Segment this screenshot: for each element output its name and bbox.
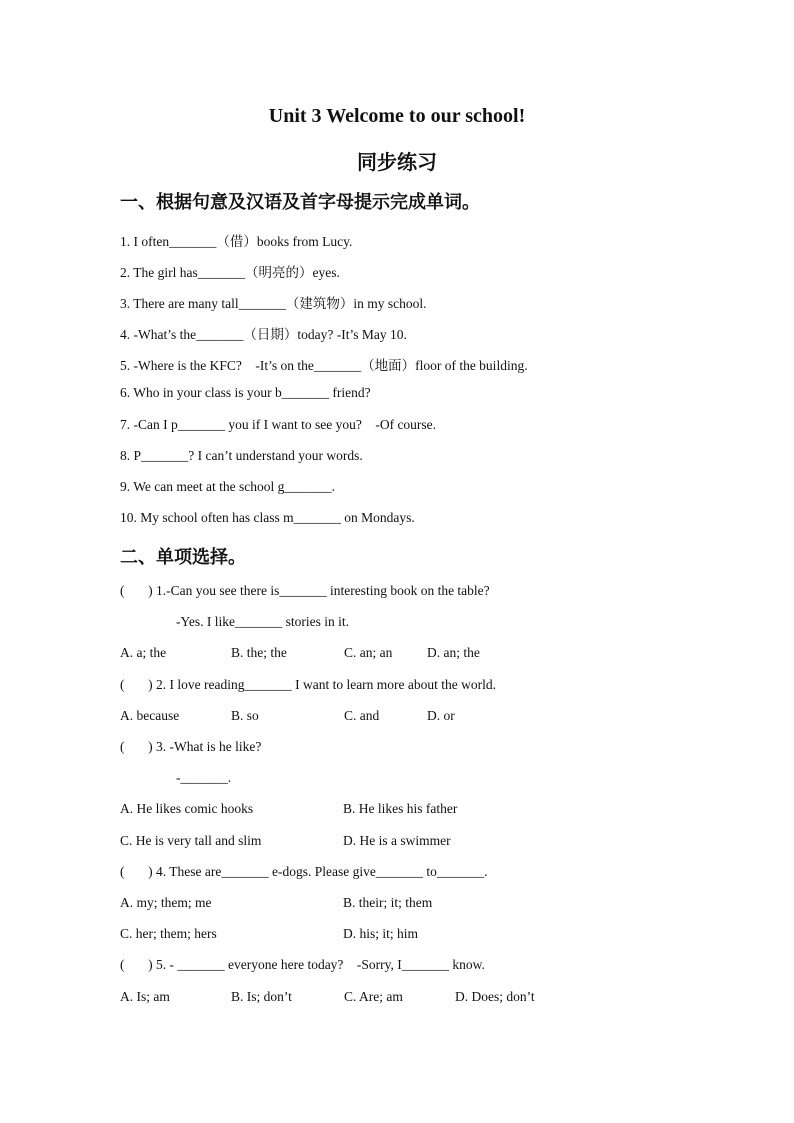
exercise-item: 6. Who in your class is your b_______ friend? [120,385,371,400]
option-a: A. Is; am [120,989,170,1004]
worksheet-subtitle: 同步练习 [357,150,437,174]
option-a: A. a; the [120,645,167,660]
exercise-item: 1. I often_______（借）books from Lucy. [120,234,353,249]
section-2-heading: 二、单项选择。 [120,547,246,568]
section-1-heading: 一、根据句意及汉语及首字母提示完成单词。 [120,192,480,213]
exercise-item: 3. There are many tall_______（建筑物）in my school. [120,296,427,311]
option-d: D. his; it; him [343,926,419,941]
exercise-item: 4. -What’s the_______（日期）today? -It’s May 10. [120,327,407,342]
question-stem-reply: -Yes. I like_______ stories in it. [176,614,350,629]
option-c: C. Are; am [344,989,403,1004]
exercise-item: 10. My school often has class m_______ on Mondays. [120,510,415,525]
question-stem: ( ) 4. These are_______ e-dogs. Please give_______ to_______. [120,864,488,879]
option-d: D. He is a swimmer [343,833,451,848]
option-c: C. her; them; hers [120,926,217,941]
option-c: C. He is very tall and slim [120,833,262,848]
exercise-item: 9. We can meet at the school g_______. [120,479,335,494]
option-a: A. my; them; me [120,895,212,910]
option-c: C. an; an [344,645,393,660]
option-c: C. and [344,708,380,723]
option-b: B. so [231,708,259,723]
exercise-item: 2. The girl has_______（明亮的）eyes. [120,265,340,280]
question-stem: ( ) 5. - _______ everyone here today? -Sorry, I_______ know. [120,957,485,972]
question-stem-reply: -_______. [176,770,232,785]
question-stem: ( ) 1.-Can you see there is_______ interesting book on the table? [120,583,490,598]
exercise-item: 7. -Can I p_______ you if I want to see you? -Of course. [120,417,437,432]
exercise-item: 5. -Where is the KFC? -It’s on the_______（地面）floor of the building. [120,358,528,373]
option-b: B. Is; don’t [231,989,292,1004]
option-d: D. or [427,708,455,723]
question-stem: ( ) 2. I love reading_______ I want to learn more about the world. [120,677,497,692]
exercise-item: 8. P_______? I can’t understand your words. [120,448,363,463]
option-b: B. the; the [231,645,287,660]
option-b: B. their; it; them [343,895,433,910]
option-a: A. He likes comic hooks [120,801,254,816]
option-a: A. because [120,708,180,723]
worksheet-title: Unit 3 Welcome to our school! [268,105,526,127]
option-b: B. He likes his father [343,801,458,816]
option-d: D. an; the [427,645,480,660]
question-stem: ( ) 3. -What is he like? [120,739,262,754]
option-d: D. Does; don’t [455,989,535,1004]
